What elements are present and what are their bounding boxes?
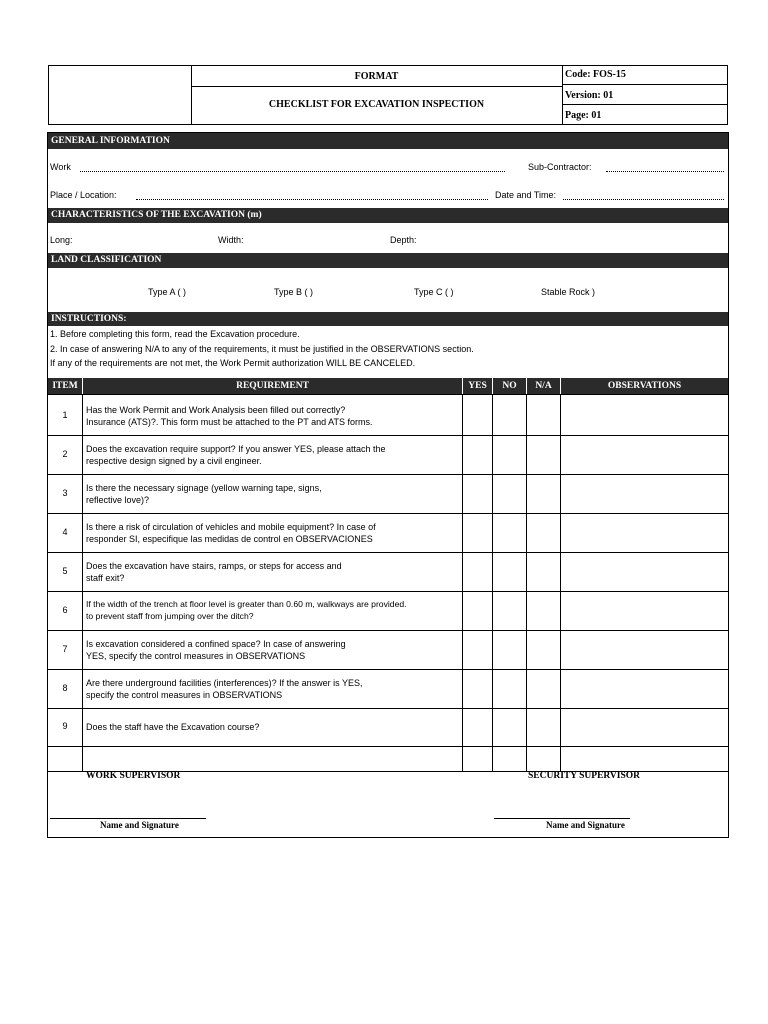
form-page: Page: 01 [565,110,602,121]
row-7-number: 7 [62,644,68,654]
place-field[interactable] [136,199,488,200]
type-c-option[interactable]: Type C ( ) [414,287,454,297]
form-title: CHECKLIST FOR EXCAVATION INSPECTION [268,99,485,110]
col-yes-header: YES [463,378,492,394]
subcontractor-label: Sub-Contractor: [528,162,592,172]
place-label: Place / Location: [50,190,117,200]
col-na-header: N/A [527,378,560,394]
work-supervisor-signature-line[interactable] [50,818,206,819]
type-b-option[interactable]: Type B ( ) [274,287,314,297]
general-info-header: GENERAL INFORMATION [48,133,728,149]
row-9-number: 9 [62,721,68,731]
subcontractor-field[interactable] [606,171,724,172]
row-1-number: 1 [62,410,68,420]
row-7-requirement: Is excavation considered a confined space? In case of answering YES, specify the control measures in OBSERVATIONS [86,639,346,661]
date-time-label: Date and Time: [495,190,557,200]
col-item-header: ITEM [48,378,82,394]
format-label: FORMAT [191,66,562,87]
type-a-option[interactable]: Type A ( ) [148,287,187,297]
form-version: Version: 01 [562,86,727,105]
row-4-number: 4 [62,527,68,537]
work-field[interactable] [80,171,505,172]
row-5-requirement: Does the excavation have stairs, ramps, or steps for access and staff exit? [86,561,342,583]
col-no-header: NO [493,378,526,394]
header-title-block [191,66,563,124]
date-time-field[interactable] [563,199,724,200]
instruction-line-3: If any of the requirements are not met, the Work Permit authorization WILL BE CANCELED. [50,358,416,368]
row-6-number: 6 [62,605,68,615]
row-2-requirement: Does the excavation require support? If you answer YES, please attach the respective design signed by a civil engineer. [86,444,386,466]
logo-area [49,66,192,124]
form-header [48,65,728,125]
work-supervisor-name-signature: Name and Signature [100,820,179,830]
security-supervisor-signature-line[interactable] [494,818,630,819]
characteristics-header: CHARACTERISTICS OF THE EXCAVATION (m) [48,208,728,223]
row-1-requirement: Has the Work Permit and Work Analysis been filled out correctly? Insurance (ATS)?. This form must be attached to the PT and ATS forms. [86,405,373,427]
form-code: Code: FOS-15 [562,66,727,85]
row-8-requirement: Are there underground facilities (interferences)? If the answer is YES, specify the control measures in OBSERVATIONS [86,678,363,700]
row-2-number: 2 [62,449,68,459]
row-8-number: 8 [62,683,68,693]
security-supervisor-label: SECURITY SUPERVISOR [528,771,641,781]
col-requirement-header: REQUIREMENT [83,378,462,394]
land-classification-header: LAND CLASSIFICATION [48,253,728,268]
depth-label: Depth: [390,235,417,245]
row-4-requirement: Is there a risk of circulation of vehicles and mobile equipment? In case of responder SI, especifique las medidas de control en OBSERVACIONES [86,522,376,544]
row-6-requirement: If the width of the trench at floor level is greater than 0.60 m, walkways are provided. to prevent staff from jumping over the ditch? [86,599,407,621]
work-supervisor-label: WORK SUPERVISOR [86,771,181,781]
instructions-header: INSTRUCTIONS: [48,312,728,326]
stable-rock-option[interactable]: Stable Rock ) [541,287,596,297]
instruction-line-2: 2. In case of answering N/A to any of the requirements, it must be justified in the OBSERVATIONS section. [50,344,474,354]
row-9-requirement: Does the staff have the Excavation course? [86,722,260,732]
security-supervisor-name-signature: Name and Signature [546,820,625,830]
work-label: Work [50,162,71,172]
col-observations-header: OBSERVATIONS [561,378,728,394]
row-5-number: 5 [62,566,68,576]
width-label: Width: [218,235,244,245]
long-label: Long: [50,235,73,245]
header-codes [562,66,727,124]
row-3-requirement: Is there the necessary signage (yellow warning tape, signs, reflective love)? [86,483,322,505]
instruction-line-1: 1. Before completing this form, read the Excavation procedure. [50,329,300,339]
row-3-number: 3 [62,488,68,498]
